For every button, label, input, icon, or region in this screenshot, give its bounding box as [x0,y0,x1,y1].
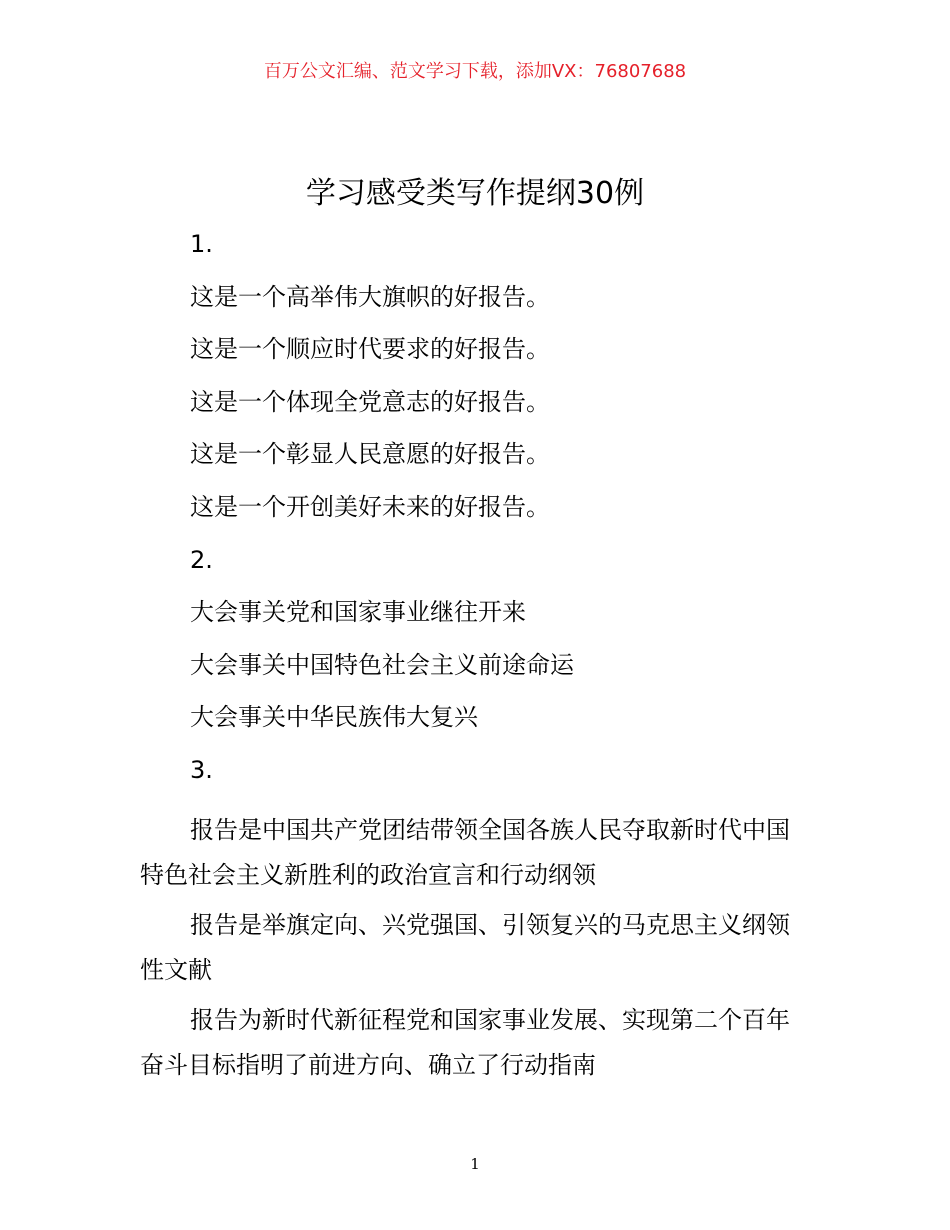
section-number: 1. [190,230,213,258]
list-item: 大会事关中国特色社会主义前途命运 [190,650,574,679]
header-banner: 百万公文汇编、范文学习下载，添加VX：76807688 [263,61,687,82]
list-item: 这是一个开创美好未来的好报告。 [190,492,550,521]
list-item: 大会事关党和国家事业继往开来 [190,598,526,627]
list-item: 这是一个高举伟大旗帜的好报告。 [190,282,550,311]
document-title: 学习感受类写作提纲30例 [305,176,645,211]
list-item: 这是一个体现全党意志的好报告。 [190,387,550,416]
paragraph: 报告为新时代新征程党和国家事业发展、实现第二个百年奋斗目标指明了前进方向、确立了行动指南 [140,1005,790,1079]
list-item: 这是一个顺应时代要求的好报告。 [190,335,550,364]
list-item: 这是一个彰显人民意愿的好报告。 [190,440,550,469]
section-number: 2. [190,545,213,574]
paragraph: 报告是举旗定向、兴党强国、引领复兴的马克思主义纲领性文献 [140,910,790,984]
paragraph: 报告是中国共产党团结带领全国各族人民夺取新时代中国特色社会主义新胜利的政治宣言和行动纲领 [140,815,790,889]
list-item: 大会事关中华民族伟大复兴 [190,703,478,732]
document-body [140,226,812,1093]
section-number: 3. [190,755,213,784]
page-number: 1 [470,1155,480,1173]
